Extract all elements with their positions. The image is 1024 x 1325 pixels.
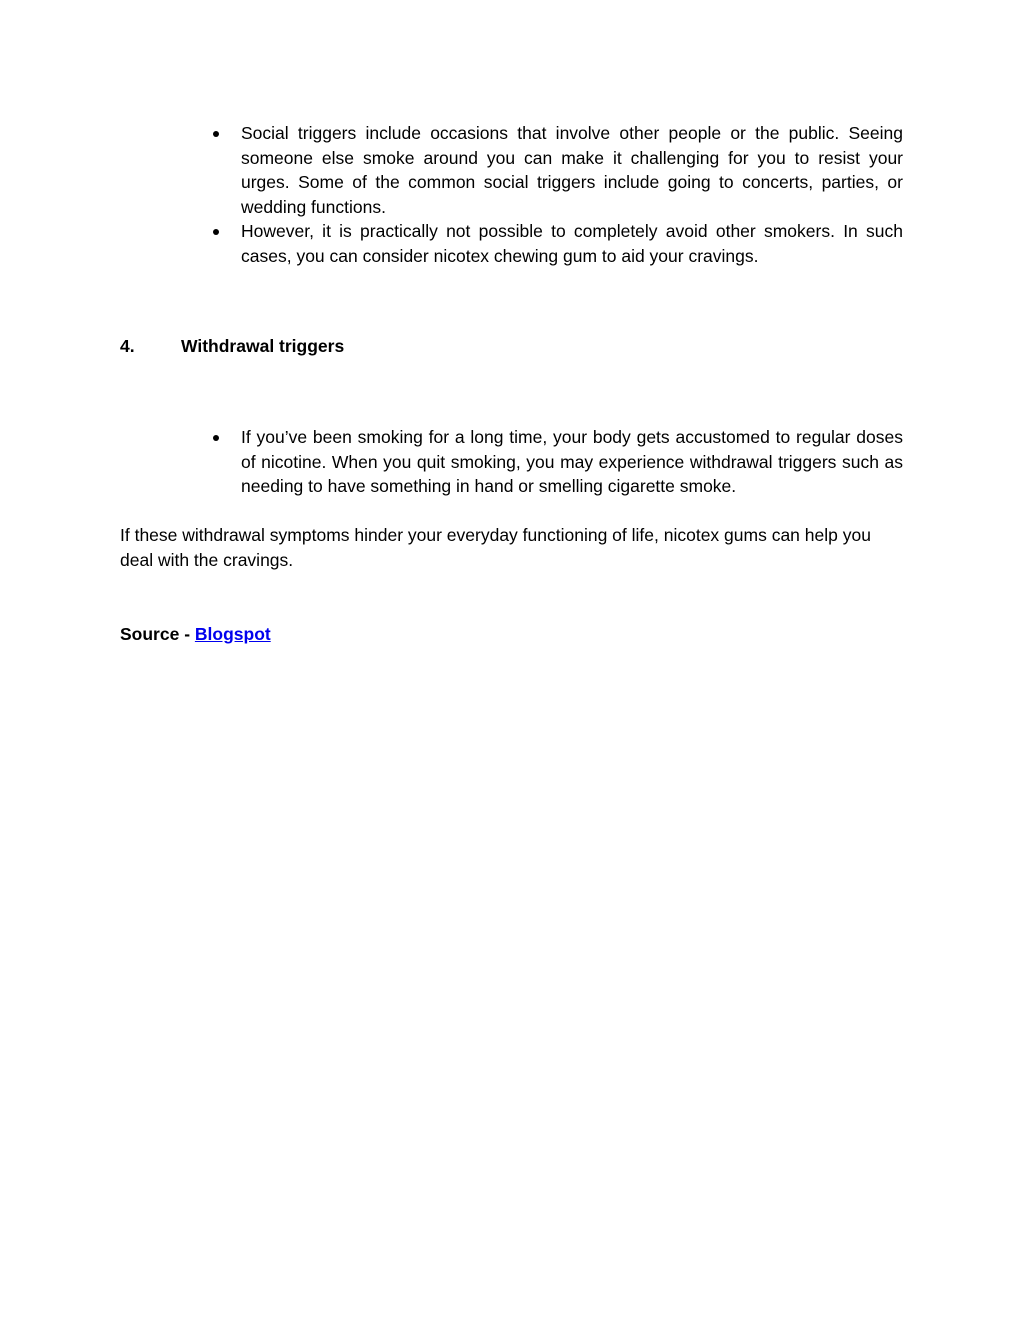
section-title: Withdrawal triggers	[181, 336, 345, 356]
bullet-icon	[213, 229, 219, 235]
bullet-icon	[213, 131, 219, 137]
section-number: 4.	[120, 336, 135, 356]
withdrawal-triggers-list	[204, 425, 903, 499]
source-line	[120, 622, 271, 647]
source-link[interactable]: Blogspot	[194, 624, 271, 644]
list-item-text: However, it is practically not possible to completely avoid other smokers. In such cases, you can consider nicotex chewing gum to aid your cravings.	[241, 221, 903, 266]
social-triggers-list	[204, 121, 903, 269]
bullet-icon	[213, 435, 219, 441]
list-item	[204, 219, 903, 268]
source-label: Source -	[120, 624, 195, 644]
list-item	[204, 121, 903, 219]
list-item-text: Social triggers include occasions that involve other people or the public. Seeing someone else smoke around you can make it challenging for you to resist your urges. Some of the common social triggers include going to concerts, parties, or wedding functions.	[241, 123, 903, 217]
list-item	[204, 425, 903, 499]
closing-paragraph: If these withdrawal symptoms hinder your everyday functioning of life, nicotex gums can help you deal with the cravings.	[120, 525, 871, 570]
list-item-text: If you’ve been smoking for a long time, your body gets accustomed to regular doses of nicotine. When you quit smoking, you may experience withdrawal triggers such as needing to have something in hand or smelling cigarette smoke.	[241, 427, 903, 497]
section-heading	[120, 334, 344, 359]
